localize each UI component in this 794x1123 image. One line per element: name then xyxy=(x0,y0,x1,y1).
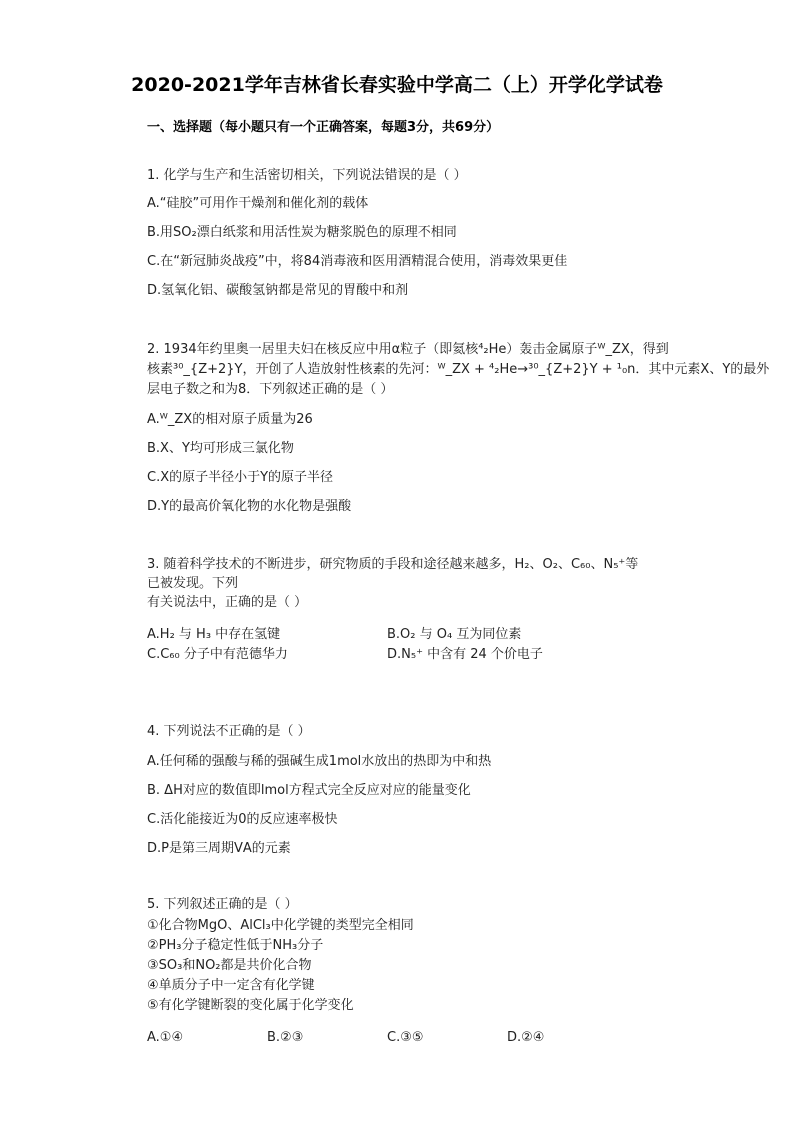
option-b: B.X、Y均可形成三氯化物 xyxy=(147,441,294,456)
question-5 xyxy=(147,895,677,1055)
question-stem: 1. 化学与生产和生活密切相关，下列说法错误的是（ ） xyxy=(147,168,467,183)
question-stem: 4. 下列说法不正确的是（ ） xyxy=(147,724,311,739)
question-1 xyxy=(147,166,677,306)
option-a: A.“硅胶”可用作干燥剂和催化剂的载体 xyxy=(147,196,369,211)
list-item: ②PH₃分子稳定性低于NH₃分子 xyxy=(147,938,324,953)
list-item: ⑤有化学键断裂的变化属于化学变化 xyxy=(147,998,354,1013)
option-c: C.C₆₀ 分子中有范德华力 xyxy=(147,647,288,662)
option-c: C.③⑤ xyxy=(387,1030,424,1045)
option-a: A.H₂ 与 H₃ 中存在氢键 xyxy=(147,627,281,642)
question-3 xyxy=(147,555,677,665)
option-b: B.用SO₂漂白纸浆和用活性炭为糖浆脱色的原理不相同 xyxy=(147,225,457,240)
option-c: C.X的原子半径小于Y的原子半径 xyxy=(147,470,334,485)
list-item: ①化合物MgO、AlCl₃中化学键的类型完全相同 xyxy=(147,918,414,933)
option-d: D.②④ xyxy=(507,1030,545,1045)
page-title: 2020-2021学年吉林省长春实验中学高二（上）开学化学试卷 xyxy=(131,74,663,96)
question-stem: 5. 下列叙述正确的是（ ） xyxy=(147,897,298,912)
option-a: A.ᵂ_ZX的相对原子质量为26 xyxy=(147,412,313,427)
option-a: A.任何稀的强酸与稀的强碱生成1mol水放出的热即为中和热 xyxy=(147,754,492,769)
option-d: D.N₅⁺ 中含有 24 个价电子 xyxy=(387,647,543,662)
option-d: D.P是第三周期ⅤA的元素 xyxy=(147,841,291,856)
list-item: ④单质分子中一定含有化学键 xyxy=(147,978,315,993)
question-stem: 有关说法中，正确的是（ ） xyxy=(147,595,308,610)
question-stem: 层电子数之和为8．下列叙述正确的是（ ） xyxy=(147,382,394,397)
option-b: B. ΔH对应的数值即lmol方程式完全反应对应的能量变化 xyxy=(147,783,471,798)
question-2 xyxy=(147,340,770,520)
question-stem: 2. 1934年约里奥一居里夫妇在核反应中用α粒子（即氦核⁴₂He）轰击金属原子ᵂ_ZX，得到 xyxy=(147,342,669,357)
option-b: B.O₂ 与 O₄ 互为同位素 xyxy=(387,627,522,642)
question-4 xyxy=(147,722,677,862)
question-stem: 核素³⁰_{Z+2}Y，开创了人造放射性核素的先河：ᵂ_ZX + ⁴₂He→³⁰_{Z+2}Y + ¹₀n．其中元素X、Y的最外 xyxy=(147,362,770,377)
question-stem: 已被发现。下列 xyxy=(147,576,239,591)
section-heading: 一、选择题（每小题只有一个正确答案，每题3分，共69分） xyxy=(147,120,500,135)
option-a: A.①④ xyxy=(147,1030,184,1045)
option-d: D.氢氧化铝、碳酸氢钠都是常见的胃酸中和剂 xyxy=(147,283,409,298)
option-b: B.②③ xyxy=(267,1030,304,1045)
option-c: C.在“新冠肺炎战疫”中，将84消毒液和医用酒精混合使用，消毒效果更佳 xyxy=(147,254,568,269)
question-stem: 3. 随着科学技术的不断进步，研究物质的手段和途径越来越多，H₂、O₂、C₆₀、N₅⁺等 xyxy=(147,557,639,572)
option-c: C.活化能接近为0的反应速率极快 xyxy=(147,812,338,827)
list-item: ③SO₃和NO₂都是共价化合物 xyxy=(147,958,312,973)
option-d: D.Y的最高价氧化物的水化物是强酸 xyxy=(147,499,352,514)
